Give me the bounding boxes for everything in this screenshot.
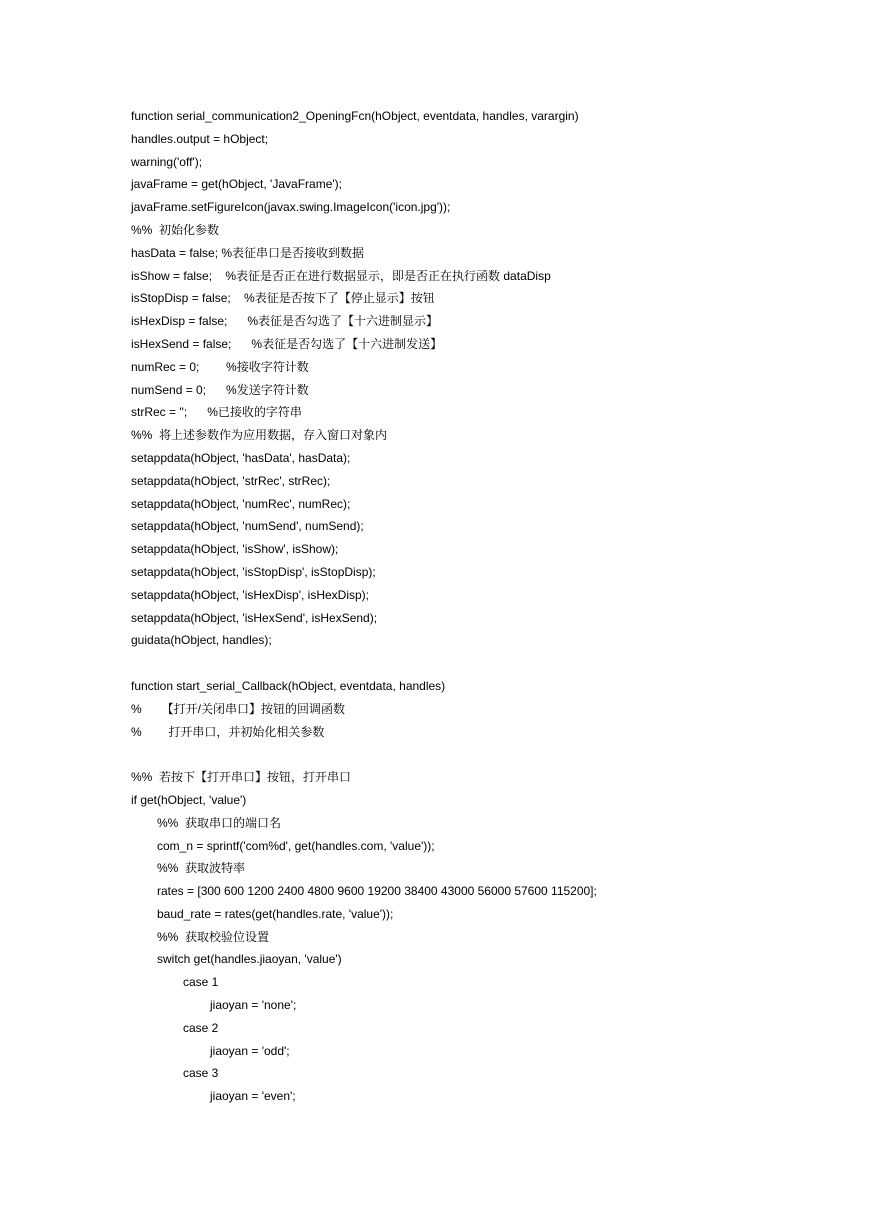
code-line: com_n = sprintf('com%d', get(handles.com, 'value'));	[157, 838, 435, 853]
code-line: setappdata(hObject, 'isStopDisp', isStopDisp);	[131, 564, 376, 579]
code-line: setappdata(hObject, 'isShow', isShow);	[131, 542, 339, 557]
code-line: javaFrame.setFigureIcon(javax.swing.ImageIcon('icon.jpg'));	[131, 200, 451, 215]
blank-line	[131, 652, 851, 675]
code-line: setappdata(hObject, 'numRec', numRec);	[131, 496, 351, 511]
code-line: case 2	[183, 1020, 219, 1035]
code-line: case 3	[183, 1066, 219, 1081]
code-line: % 【打开/关闭串口】按钮的回调函数	[131, 701, 346, 716]
code-line: setappdata(hObject, 'numSend', numSend);	[131, 519, 364, 534]
code-line: isStopDisp = false; %表征是否按下了【停止显示】按钮	[131, 291, 435, 306]
code-line: numSend = 0; %发送字符计数	[131, 382, 309, 397]
code-line: strRec = ''; %已接收的字符串	[131, 405, 302, 420]
code-line: function start_serial_Callback(hObject, eventdata, handles)	[131, 678, 446, 693]
code-line: guidata(hObject, handles);	[131, 633, 272, 648]
code-line: isHexDisp = false; %表征是否勾选了【十六进制显示】	[131, 314, 439, 329]
code-line: isHexSend = false; %表征是否勾选了【十六进制发送】	[131, 336, 443, 351]
code-line: setappdata(hObject, 'hasData', hasData);	[131, 450, 351, 465]
code-line: jiaoyan = 'odd';	[210, 1043, 290, 1058]
code-line: setappdata(hObject, 'isHexSend', isHexSend);	[131, 610, 378, 625]
code-line: switch get(handles.jiaoyan, 'value')	[157, 952, 342, 967]
code-line: setappdata(hObject, 'strRec', strRec);	[131, 473, 331, 488]
code-listing	[131, 105, 851, 1108]
code-line: warning('off');	[131, 154, 203, 169]
code-line: javaFrame = get(hObject, 'JavaFrame');	[131, 177, 342, 192]
code-line: function serial_communication2_OpeningFcn(hObject, eventdata, handles, varargin)	[131, 109, 579, 123]
code-line: %% 将上述参数作为应用数据，存入窗口对象内	[131, 428, 388, 443]
code-line: rates = [300 600 1200 2400 4800 9600 19200 38400 43000 56000 57600 115200];	[157, 884, 597, 899]
code-line: baud_rate = rates(get(handles.rate, 'value'));	[157, 906, 394, 921]
blank-line	[131, 743, 851, 766]
code-line: %% 获取校验位设置	[157, 929, 270, 944]
code-line: case 1	[183, 975, 219, 990]
code-line: numRec = 0; %接收字符计数	[131, 359, 309, 374]
code-line: setappdata(hObject, 'isHexDisp', isHexDisp);	[131, 587, 370, 602]
code-line: handles.output = hObject;	[131, 131, 269, 146]
code-line: %% 若按下【打开串口】按钮，打开串口	[131, 770, 352, 785]
code-line: isShow = false; %表征是否正在进行数据显示，即是否正在执行函数 dataDisp	[131, 268, 551, 283]
code-line: jiaoyan = 'even';	[210, 1089, 296, 1104]
code-line: % 打开串口，并初始化相关参数	[131, 724, 325, 739]
code-line: %% 获取波特率	[157, 861, 246, 876]
code-line: jiaoyan = 'none';	[210, 998, 297, 1013]
code-line: hasData = false; %表征串口是否接收到数据	[131, 245, 365, 260]
code-line: if get(hObject, 'value')	[131, 792, 247, 807]
code-line: %% 初始化参数	[131, 222, 220, 237]
code-line: %% 获取串口的端口名	[157, 815, 282, 830]
